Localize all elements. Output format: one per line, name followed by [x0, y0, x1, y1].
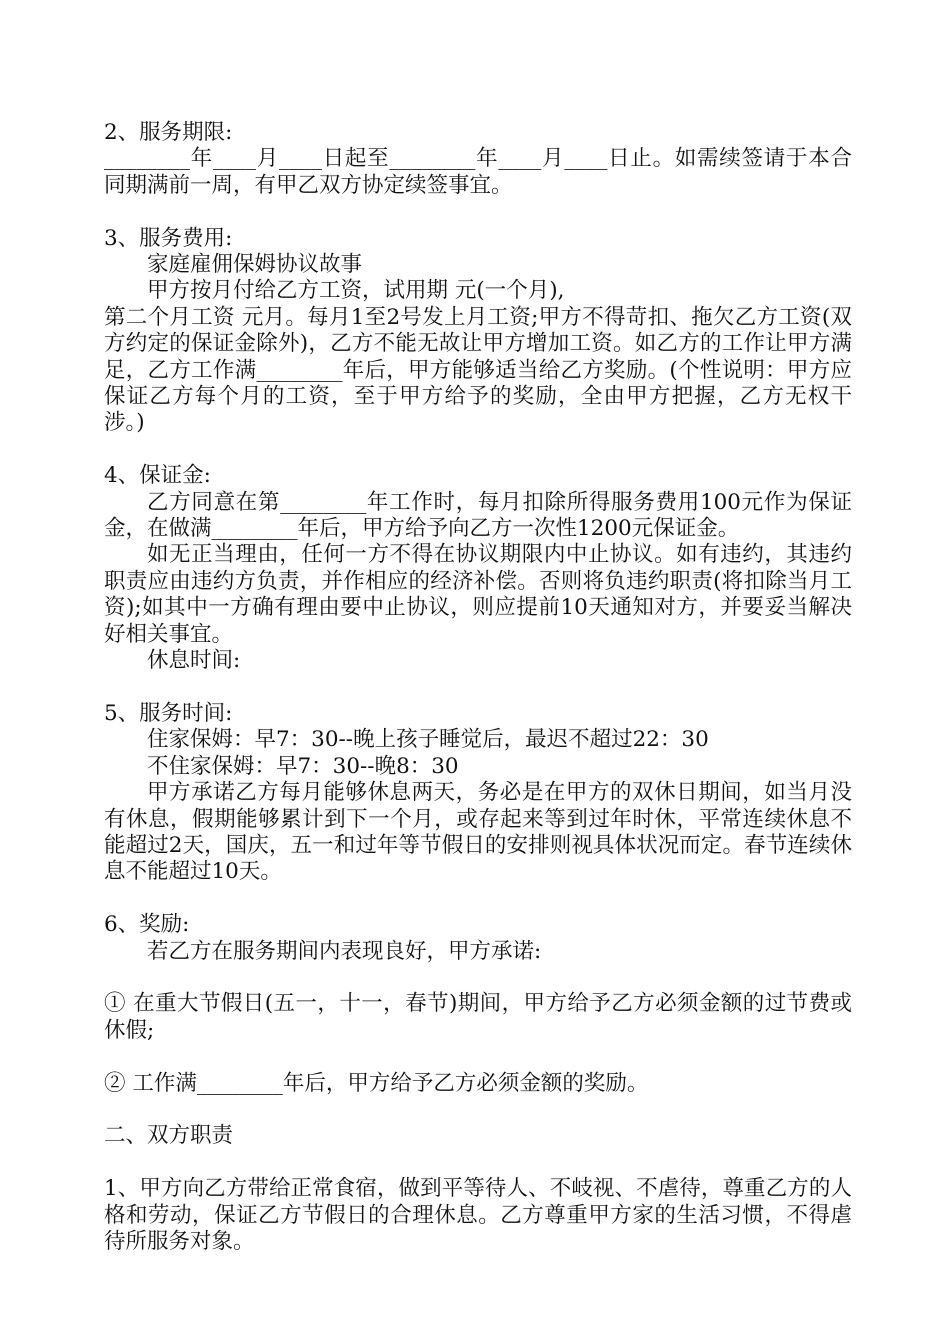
paragraph-s6-title: 6、奖励:: [104, 912, 190, 938]
paragraph-s5-live-out: 不住家保姆：早7：30--晚8：30: [147, 753, 459, 779]
paragraph-spacer: [104, 1150, 852, 1176]
paragraph-spacer: [104, 886, 852, 912]
paragraph-s2-body: ________年____月____日起至________年____月____日止。如需续签请于本合同期满前一周，有甲乙双方协定续签事宜。: [104, 146, 852, 198]
paragraph-s6-item2: ② 工作满________年后，甲方给予乙方必须金额的奖励。: [104, 1070, 649, 1096]
paragraph-part2-title: 二、双方职责: [104, 1123, 234, 1149]
paragraph-s4-body1: 乙方同意在第________年工作时，每月扣除所得服务费用100元作为保证金，在做满________年后，甲方给予向乙方一次性1200元保证金。: [104, 489, 852, 542]
paragraph-spacer: [104, 965, 852, 991]
paragraph-s3-body: 第二个月工资 元月。每月1至2号发上月工资;甲方不得苛扣、拖欠乙方工资(双方约定的保证金除外)，乙方不能无故让甲方增加工资。如乙方的工作让甲方满足，乙方工作满________年后，甲方能够适当给乙方奖励。(个性说明：甲方应保证乙方每个月的工资，至于甲方给予的奖励，全由甲方把握，乙方无权干涉。): [104, 304, 852, 436]
paragraph-spacer: [104, 1044, 852, 1070]
paragraph-spacer: [104, 437, 852, 463]
paragraph-s4-rest: 休息时间:: [147, 648, 241, 674]
paragraph-part2-item1: 1、甲方向乙方带给正常食宿，做到平等待人、不岐视、不虐待，尊重乙方的人格和劳动，保证乙方节假日的合理休息。乙方尊重甲方家的生活习惯，不得虐待所服务对象。: [104, 1176, 852, 1254]
paragraph-s3-sub: 家庭雇佣保姆协议故事: [147, 252, 363, 278]
paragraph-s3-title: 3、服务费用:: [104, 225, 233, 251]
paragraph-spacer: [104, 199, 852, 225]
paragraph-s5-body: 甲方承诺乙方每月能够休息两天，务必是在甲方的双休日期间，如当月没有休息，假期能够累计到下一个月，或存起来等到过年时休，平常连续休息不能超过2天，国庆，五一和过年等节假日的安排则视具体状况而定。春节连续休息不能超过10天。: [104, 780, 852, 885]
paragraph-s5-live-in: 住家保姆：早7：30--晚上孩子睡觉后，最迟不超过22：30: [147, 727, 709, 753]
paragraph-s6-item1: ① 在重大节假日(五一，十一，春节)期间，甲方给予乙方必须金额的过节费或休假;: [104, 991, 852, 1043]
paragraph-s2-title: 2、服务期限:: [104, 120, 233, 145]
paragraph-spacer: [104, 1097, 852, 1123]
paragraph-s6-intro: 若乙方在服务期间内表现良好，甲方承诺:: [147, 938, 542, 964]
document-page: [104, 120, 852, 1255]
paragraph-s5-title: 5、服务时间:: [104, 700, 233, 726]
document-body: [104, 120, 852, 1255]
paragraph-spacer: [104, 675, 852, 701]
paragraph-s4-body2: 如无正当理由，任何一方不得在协议期限内中止协议。如有违约，其违约职责应由违约方负责，并作相应的经济补偿。否则将负违约职责(将扣除当月工资);如其中一方确有理由要中止协议，则应提前10天通知对方，并要妥当解决好相关事宜。: [104, 542, 852, 647]
paragraph-s4-title: 4、保证金:: [104, 463, 211, 489]
paragraph-s3-line1: 甲方按月付给乙方工资，试用期 元(一个月),: [147, 278, 565, 304]
